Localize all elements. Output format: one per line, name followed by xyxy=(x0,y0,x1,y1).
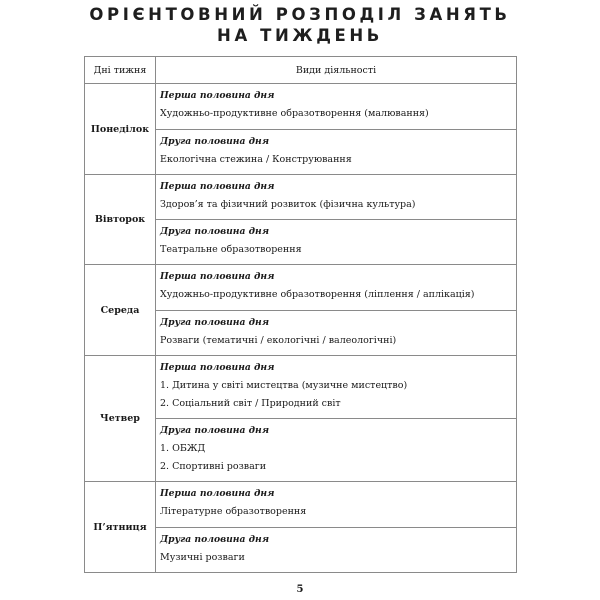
table-row xyxy=(85,265,517,311)
second-half-cell xyxy=(156,130,517,175)
page-title xyxy=(0,4,600,46)
activity: Театральне образотворення xyxy=(160,244,302,255)
title-line-2: НА ТИЖДЕНЬ xyxy=(217,26,383,45)
activity: Художньо-продуктивне образотворення (малювання) xyxy=(160,108,429,119)
activity: Екологічна стежина / Конструювання xyxy=(160,154,352,165)
weekly-schedule-table xyxy=(84,56,517,573)
activity: 2. Соціальний світ / Природний світ xyxy=(160,398,341,409)
activity: Літературне образотворення xyxy=(160,506,307,517)
second-half-cell xyxy=(156,220,517,265)
first-half-label: Перша половина дня xyxy=(160,181,275,192)
second-half-label: Друга половина дня xyxy=(160,317,270,328)
day-name: Вівторок xyxy=(85,175,156,265)
second-half-label: Друга половина дня xyxy=(160,226,270,237)
first-half-label: Перша половина дня xyxy=(160,90,275,101)
activity: Розваги (тематичні / екологічні / валеологічні) xyxy=(160,335,397,346)
first-half-cell xyxy=(156,356,517,419)
page-number: 5 xyxy=(296,584,304,595)
day-name: Понеділок xyxy=(85,84,156,175)
second-half-label: Друга половина дня xyxy=(160,136,270,147)
first-half-cell xyxy=(156,265,517,311)
day-name: Четвер xyxy=(85,356,156,482)
header-day: Дні тижня xyxy=(85,57,156,84)
table-row xyxy=(85,175,517,220)
activity: Художньо-продуктивне образотворення (ліплення / аплікація) xyxy=(160,289,475,300)
day-name: П’ятниця xyxy=(85,482,156,573)
second-half-cell xyxy=(156,311,517,356)
table-row xyxy=(85,356,517,419)
table-row xyxy=(85,84,517,130)
second-half-cell xyxy=(156,528,517,573)
second-half-label: Друга половина дня xyxy=(160,425,270,436)
activity: 2. Спортивні розваги xyxy=(160,461,267,472)
first-half-label: Перша половина дня xyxy=(160,362,275,373)
table-row xyxy=(85,482,517,528)
activity: 1. ОБЖД xyxy=(160,443,206,454)
second-half-label: Друга половина дня xyxy=(160,534,270,545)
activity: 1. Дитина у світі мистецтва (музичне мистецтво) xyxy=(160,380,408,391)
first-half-cell xyxy=(156,482,517,528)
table-header-row xyxy=(85,57,517,84)
day-name: Середа xyxy=(85,265,156,356)
first-half-cell xyxy=(156,175,517,220)
second-half-cell xyxy=(156,419,517,482)
title-line-1: ОРІЄНТОВНИЙ РОЗПОДІЛ ЗАНЯТЬ xyxy=(89,5,511,24)
first-half-cell xyxy=(156,84,517,130)
header-activities: Види діяльності xyxy=(156,57,517,84)
first-half-label: Перша половина дня xyxy=(160,488,275,499)
activity: Музичні розваги xyxy=(160,552,245,563)
first-half-label: Перша половина дня xyxy=(160,271,275,282)
activity: Здоров’я та фізичний розвиток (фізична культура) xyxy=(160,199,416,210)
